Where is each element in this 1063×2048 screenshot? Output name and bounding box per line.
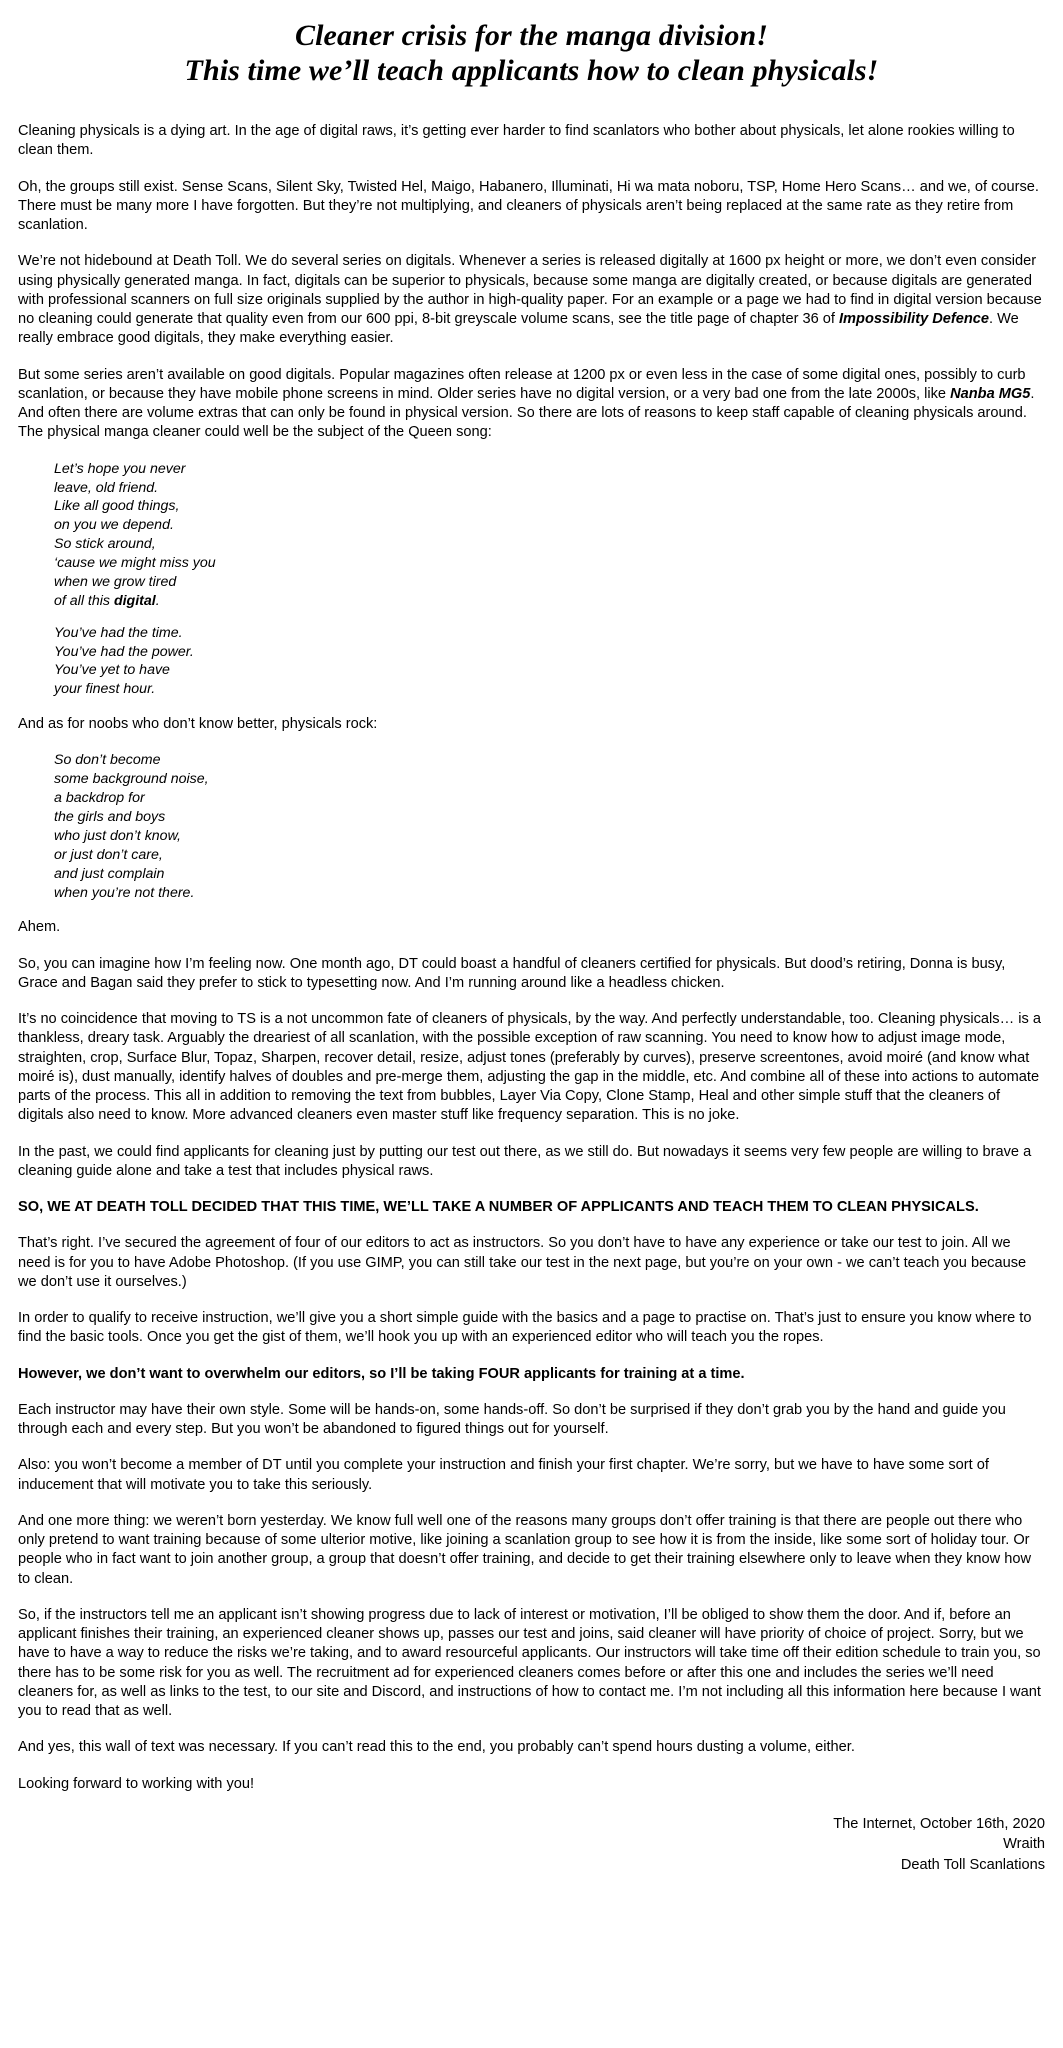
paragraph-8: It’s no coincidence that moving to TS is a not uncommon fate of cleaners of physicals, by the way. And perfectly understandable, too. Cleaning physicals… is a thankless, dreary task. Arguably the dreariest of all scanlation, with the possible exception of raw scanning. You need to know how to adjust image mode, straighten, crop, Surface Blur, Topaz, Sharpen, recover detail, resize, adjust tones (preferably by curves), preserve screentones, avoid moiré (and know what moiré is), dust manually, identify halves of doubles and pre-merge them, adjusting the gap in the middle, etc. And combine all of these into actions to automate parts of the process. This all in addition to removing the text from bubbles, Layer Via Copy, Clone Stamp, Heal and other simple stuff that the cleaners of digitals also need to know. More advanced cleaners even master stuff like frequency separation. This is no joke. — [18, 1011, 1041, 1124]
paragraph-3 — [18, 252, 1045, 348]
quote-line: or just don’t care, — [54, 846, 163, 863]
quote-line: when you’re not there. — [54, 884, 195, 901]
quote-line: a backdrop for — [54, 790, 145, 807]
quote-line-last-a: of all this — [54, 592, 114, 609]
paragraph-2: Oh, the groups still exist. Sense Scans, Silent Sky, Twisted Hel, Maigo, Habanero, Illuminati, Hi wa mata noboru, TSP, Home Hero Scans… and we, of course. There must be many more I have forgotten. But they’re not multiplying, and cleaners of physicals aren’t being replaced at the same rate as they retire from scanlation. — [18, 178, 1039, 234]
song-quote-1-stanza-2 — [54, 624, 1045, 700]
paragraph-4-text-a: But some series aren’t available on good digitals. Popular magazines often release at 1200 px or even less in the case of some digital ones, possibly to curb scanlation, or because they have mobile phone screens in mind. Older series have no digital version, or a very bad one from the late 2000s, like — [18, 366, 1026, 402]
paragraph-3-text-a: We’re not hidebound at Death Toll. We do several series on digitals. Whenever a series is released digitally at 1600 px height or more, we don’t even consider using physically generated manga. In fact, digitals can be superior to physicals, because some manga are digitally created, or because digitals are generated with professional scanners on full size originals supplied by the author in high-quality paper. For an example or a page we had to find in digital version because no cleaning could generate that quality even from our 600 ppi, 8-bit greyscale volume scans, see the title page of chapter 36 of — [18, 253, 1042, 328]
quote-line: You’ve had the time. — [54, 624, 183, 641]
page-title — [18, 18, 1045, 88]
paragraph-3-text-b: . We really embrace good digitals, they make everything easier. — [18, 311, 1019, 347]
quote-line: Like all good things, — [54, 498, 180, 515]
page-title-line-1: Cleaner crisis for the manga division! — [294, 19, 769, 52]
quote-line: who just don’t know, — [54, 827, 181, 844]
paragraph-1: Cleaning physicals is a dying art. In the age of digital raws, it’s getting ever harder to find scanlators who bother about physicals, let alone rookies willing to clean them. — [18, 123, 1015, 159]
signature-author: Wraith — [1003, 1836, 1045, 1853]
paragraph-12: In order to qualify to receive instruction, we’ll give you a short simple guide with the basics and a page to practise on. That’s just to ensure you know where to find the basic tools. Once you get the gist of them, we’ll hook you up with an experienced editor who will teach you the ropes. — [18, 1310, 1032, 1346]
quote-line: So don’t become — [54, 752, 161, 769]
quote-line-last-bold: digital — [113, 592, 156, 609]
paragraph-13-limit: However, we don’t want to overwhelm our editors, so I’ll be taking FOUR applicants for training at a time. — [18, 1365, 745, 1382]
paragraph-15: Also: you won’t become a member of DT until you complete your instruction and finish your first chapter. We’re sorry, but we have to have some sort of inducement that will motivate you to take this seriously. — [18, 1457, 989, 1493]
paragraph-18: And yes, this wall of text was necessary. If you can’t read this to the end, you probably can’t spend hours dusting a volume, either. — [18, 1739, 855, 1756]
paragraph-4 — [18, 366, 1045, 443]
paragraph-6: Ahem. — [18, 919, 61, 936]
quote-line-last-b: . — [155, 592, 160, 609]
song-quote-1 — [18, 460, 1045, 700]
title-impossibility-defence: Impossibility Defence — [839, 311, 990, 328]
paragraph-7: So, you can imagine how I’m feeling now. One month ago, DT could boast a handful of cleaners certified for physicals. But dood’s retiring, Donna is busy, Grace and Bagan said they prefer to stick to typesetting now. And I’m running around like a headless chicken. — [18, 955, 1006, 991]
title-nanba-mg5: Nanba MG5 — [950, 385, 1031, 402]
quote-line: You’ve yet to have — [54, 662, 170, 679]
signature-group: Death Toll Scanlations — [900, 1856, 1045, 1873]
paragraph-10-announcement: SO, WE AT DEATH TOLL DECIDED THAT THIS TIME, WE’LL TAKE A NUMBER OF APPLICANTS AND TEACH THEM TO CLEAN PHYSICALS. — [18, 1199, 979, 1216]
page-title-line-2: This time we’ll teach applicants how to clean physicals! — [184, 54, 879, 88]
paragraph-9: In the past, we could find applicants for cleaning just by putting our test out there, as we still do. But nowadays it seems very few people are willing to brave a cleaning guide alone and take a test that includes physical raws. — [18, 1143, 1032, 1179]
paragraph-5: And as for noobs who don’t know better, physicals rock: — [18, 716, 378, 733]
paragraph-4-text-b: . And often there are volume extras that can only be found in physical version. So there are lots of reasons to keep staff capable of cleaning physicals around. The physical manga cleaner could well be the subject of the Queen song: — [18, 385, 1035, 441]
paragraph-16: And one more thing: we weren’t born yesterday. We know full well one of the reasons many groups don’t offer training is that there are people out there who only pretend to want training because of some ulterior motive, like joining a scanlation group to see how it is from the inside, like some sort of holiday tour. Or people who in fact want to join another group, a group that doesn’t offer training, and decide to get their training elsewhere only to leave when they know how to clean. — [18, 1512, 1032, 1587]
quote-line-last — [54, 592, 1045, 611]
document-body — [18, 122, 1045, 1875]
quote-line: on you we depend. — [54, 517, 174, 534]
song-quote-1-stanza-1 — [54, 460, 1045, 611]
quote-line: some background noise, — [54, 771, 209, 788]
quote-line: your finest hour. — [54, 681, 156, 698]
song-quote-2 — [18, 751, 1045, 902]
paragraph-11: That’s right. I’ve secured the agreement of four of our editors to act as instructors. So you don’t have to have any experience or take our test to join. All we need is for you to have Adobe Photoshop. (If you use GIMP, you can still take our test in the next page, but you’re on your own - we can’t teach you because we don’t use it ourselves.) — [18, 1235, 1027, 1290]
paragraph-17: So, if the instructors tell me an applicant isn’t showing progress due to lack of interest or motivation, I’ll be obliged to show them the door. And if, before an applicant finishes their training, an experienced cleaner shows up, passes our test and joins, said cleaner will have priority of choice of project. Sorry, but we have to have a way to reduce the risks we’re taking, and to award resourceful applicants. Our instructors will take time off their edition schedule to train you, so there has to be some risk for you as well. The recruitment ad for experienced cleaners comes before or after this one and includes the series we’ll need cleaners for, as well as links to the test, to our site and Discord, and instructions of how to contact me. I’m not including all this information here because I want you to read that as well. — [18, 1606, 1041, 1720]
quote-line: ‘cause we might miss you — [54, 555, 216, 572]
paragraph-14: Each instructor may have their own style. Some will be hands-on, some hands-off. So don’t be surprised if they don’t grab you by the hand and guide you through each and every step. But you won’t be abandoned to figured things out for yourself. — [18, 1401, 1006, 1438]
song-quote-2-stanza-1 — [54, 751, 1045, 902]
quote-line: when we grow tired — [54, 573, 177, 590]
quote-line: You’ve had the power. — [54, 643, 194, 660]
signature-block — [18, 1814, 1045, 1875]
quote-line: Let’s hope you never — [54, 460, 186, 477]
quote-line: So stick around, — [54, 536, 156, 553]
paragraph-19-closing: Looking forward to working with you! — [18, 1775, 255, 1792]
quote-line: and just complain — [54, 865, 165, 882]
quote-line: leave, old friend. — [54, 479, 159, 496]
signature-date: The Internet, October 16th, 2020 — [833, 1815, 1045, 1832]
quote-line: the girls and boys — [54, 809, 166, 826]
